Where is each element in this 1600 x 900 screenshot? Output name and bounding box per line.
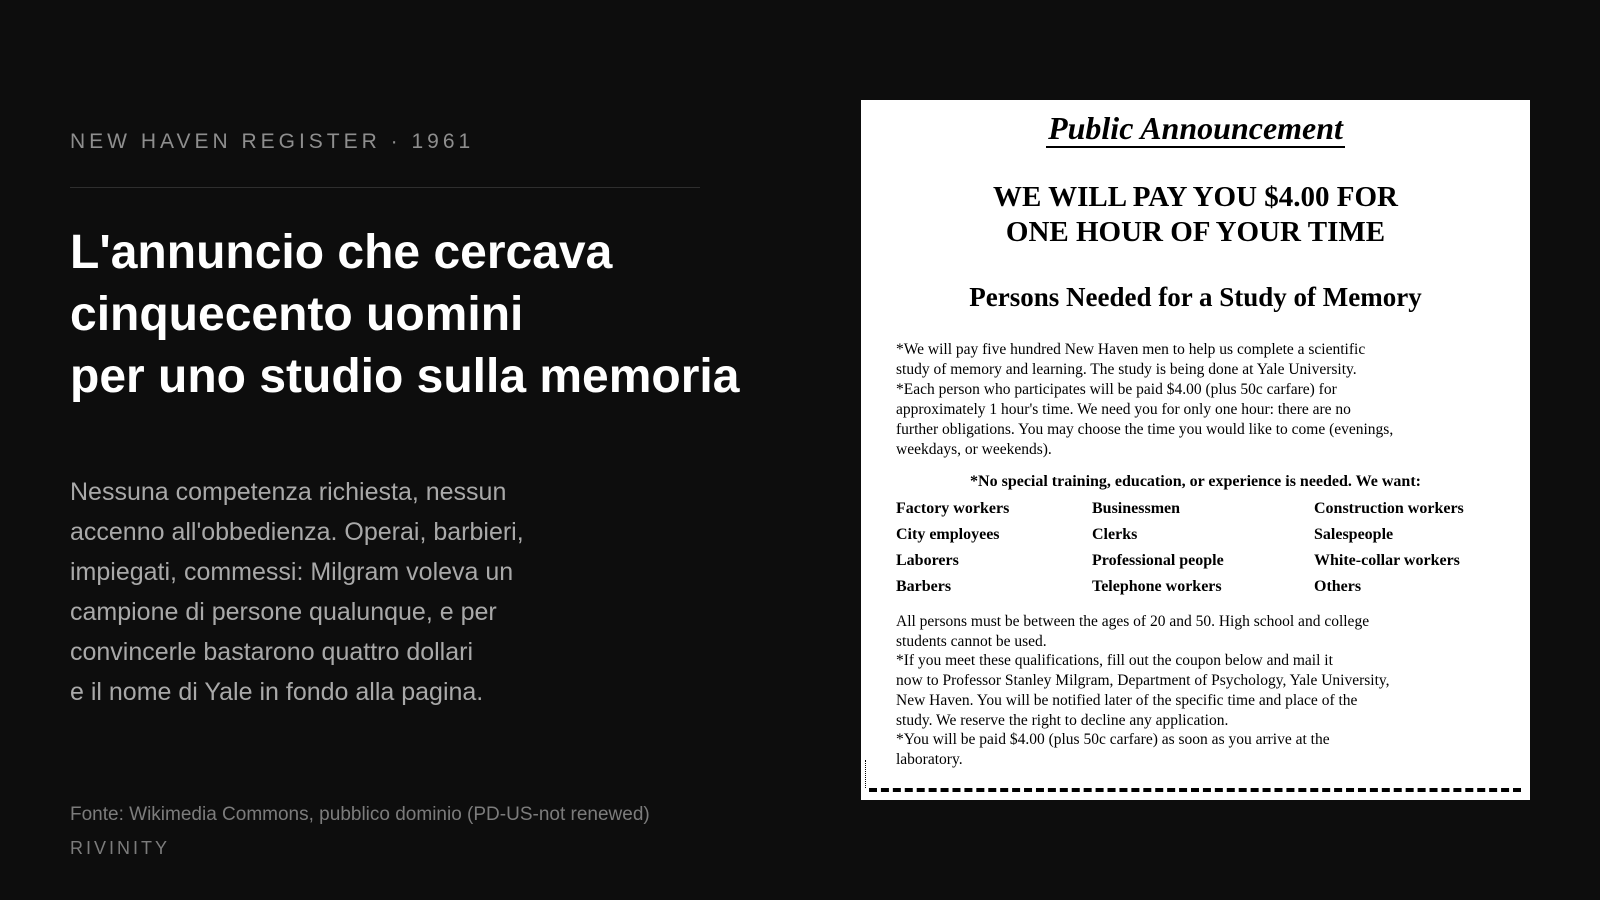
body-line: accenno all'obbedienza. Operai, barbieri, xyxy=(70,518,524,546)
body-line: Nessuna competenza richiesta, nessun xyxy=(70,478,507,506)
clipping-paragraph-1 xyxy=(896,340,1500,380)
body-line: convincerle bastarono quattro dollari xyxy=(70,638,474,666)
clipping-paragraph-2 xyxy=(896,380,1500,460)
clipping-paragraph-5 xyxy=(896,730,1500,770)
occupation-row xyxy=(896,552,1500,578)
text-line: approximately 1 hour's time. We need you for only one hour: there are no xyxy=(896,401,1351,418)
pay-line: WE WILL PAY YOU $4.00 FOR xyxy=(993,181,1398,213)
clipping-edge-mark xyxy=(865,760,867,788)
kicker: NEW HAVEN REGISTER · 1961 xyxy=(70,130,475,153)
text-line: laboratory. xyxy=(896,751,963,768)
occupation: Others xyxy=(1314,578,1362,595)
occupation: City employees xyxy=(896,526,1000,543)
body-line: campione di persone qualunque, e per xyxy=(70,598,497,626)
occupation: Barbers xyxy=(896,578,952,595)
body-line: e il nome di Yale in fondo alla pagina. xyxy=(70,678,484,706)
divider xyxy=(70,187,700,188)
occupation: Telephone workers xyxy=(1092,578,1222,595)
headline-line: per uno studio sulla memoria xyxy=(70,350,740,403)
text-line: All persons must be between the ages of 20 and 50. High school and college xyxy=(896,613,1370,630)
text-line: weekdays, or weekends). xyxy=(896,441,1052,458)
clipping-pay-headline xyxy=(861,180,1530,250)
occupation-row xyxy=(896,500,1500,526)
clipping-want-line: *No special training, education, or experience is needed. We want: xyxy=(970,473,1421,490)
text-line: now to Professor Stanley Milgram, Department of Psychology, Yale University, xyxy=(896,672,1390,689)
body-line: impiegati, commessi: Milgram voleva un xyxy=(70,558,514,586)
text-line: *We will pay five hundred New Haven men to help us complete a scientific xyxy=(896,341,1366,358)
text-line: further obligations. You may choose the time you would like to come (evenings, xyxy=(896,421,1394,438)
clipping-title xyxy=(861,110,1530,148)
occupation-row xyxy=(896,526,1500,552)
text-line: New Haven. You will be notified later of the specific time and place of the xyxy=(896,692,1358,709)
occupation: Salespeople xyxy=(1314,526,1394,543)
text-line: study. We reserve the right to decline any application. xyxy=(896,712,1229,729)
occupation: Construction workers xyxy=(1314,500,1464,517)
headline xyxy=(70,222,810,408)
clipping-paragraph-4 xyxy=(896,651,1500,731)
text-line: students cannot be used. xyxy=(896,633,1047,650)
occupation: Laborers xyxy=(896,552,959,569)
clipping-paragraph-3 xyxy=(896,612,1500,652)
occupation: White-collar workers xyxy=(1314,552,1460,569)
newspaper-clipping xyxy=(861,100,1530,800)
occupation: Businessmen xyxy=(1092,500,1181,517)
text-line: *You will be paid $4.00 (plus 50c carfare) as soon as you arrive at the xyxy=(896,731,1330,748)
pay-line: ONE HOUR OF YOUR TIME xyxy=(1005,216,1386,248)
source-credit: Fonte: Wikimedia Commons, pubblico dominio (PD-US-not renewed) xyxy=(70,804,650,825)
occupation-row xyxy=(896,578,1500,604)
coupon-cut-line xyxy=(869,788,1521,792)
clipping-title-text: Public Announcement xyxy=(1048,110,1343,146)
text-line: study of memory and learning. The study is being done at Yale University. xyxy=(896,361,1357,378)
headline-line: cinquecento uomini xyxy=(70,288,524,341)
text-line: *If you meet these qualifications, fill out the coupon below and mail it xyxy=(896,652,1333,669)
occupation: Professional people xyxy=(1092,552,1224,569)
text-line: *Each person who participates will be paid $4.00 (plus 50c carfare) for xyxy=(896,381,1337,398)
clipping-subtitle: Persons Needed for a Study of Memory xyxy=(969,282,1422,312)
headline-line: L'annuncio che cercava xyxy=(70,226,613,279)
occupation-list xyxy=(896,500,1500,604)
occupation: Factory workers xyxy=(896,500,1010,517)
body-paragraph xyxy=(70,472,630,712)
occupation: Clerks xyxy=(1092,526,1138,543)
brand-label: RIVINITY xyxy=(70,838,171,858)
